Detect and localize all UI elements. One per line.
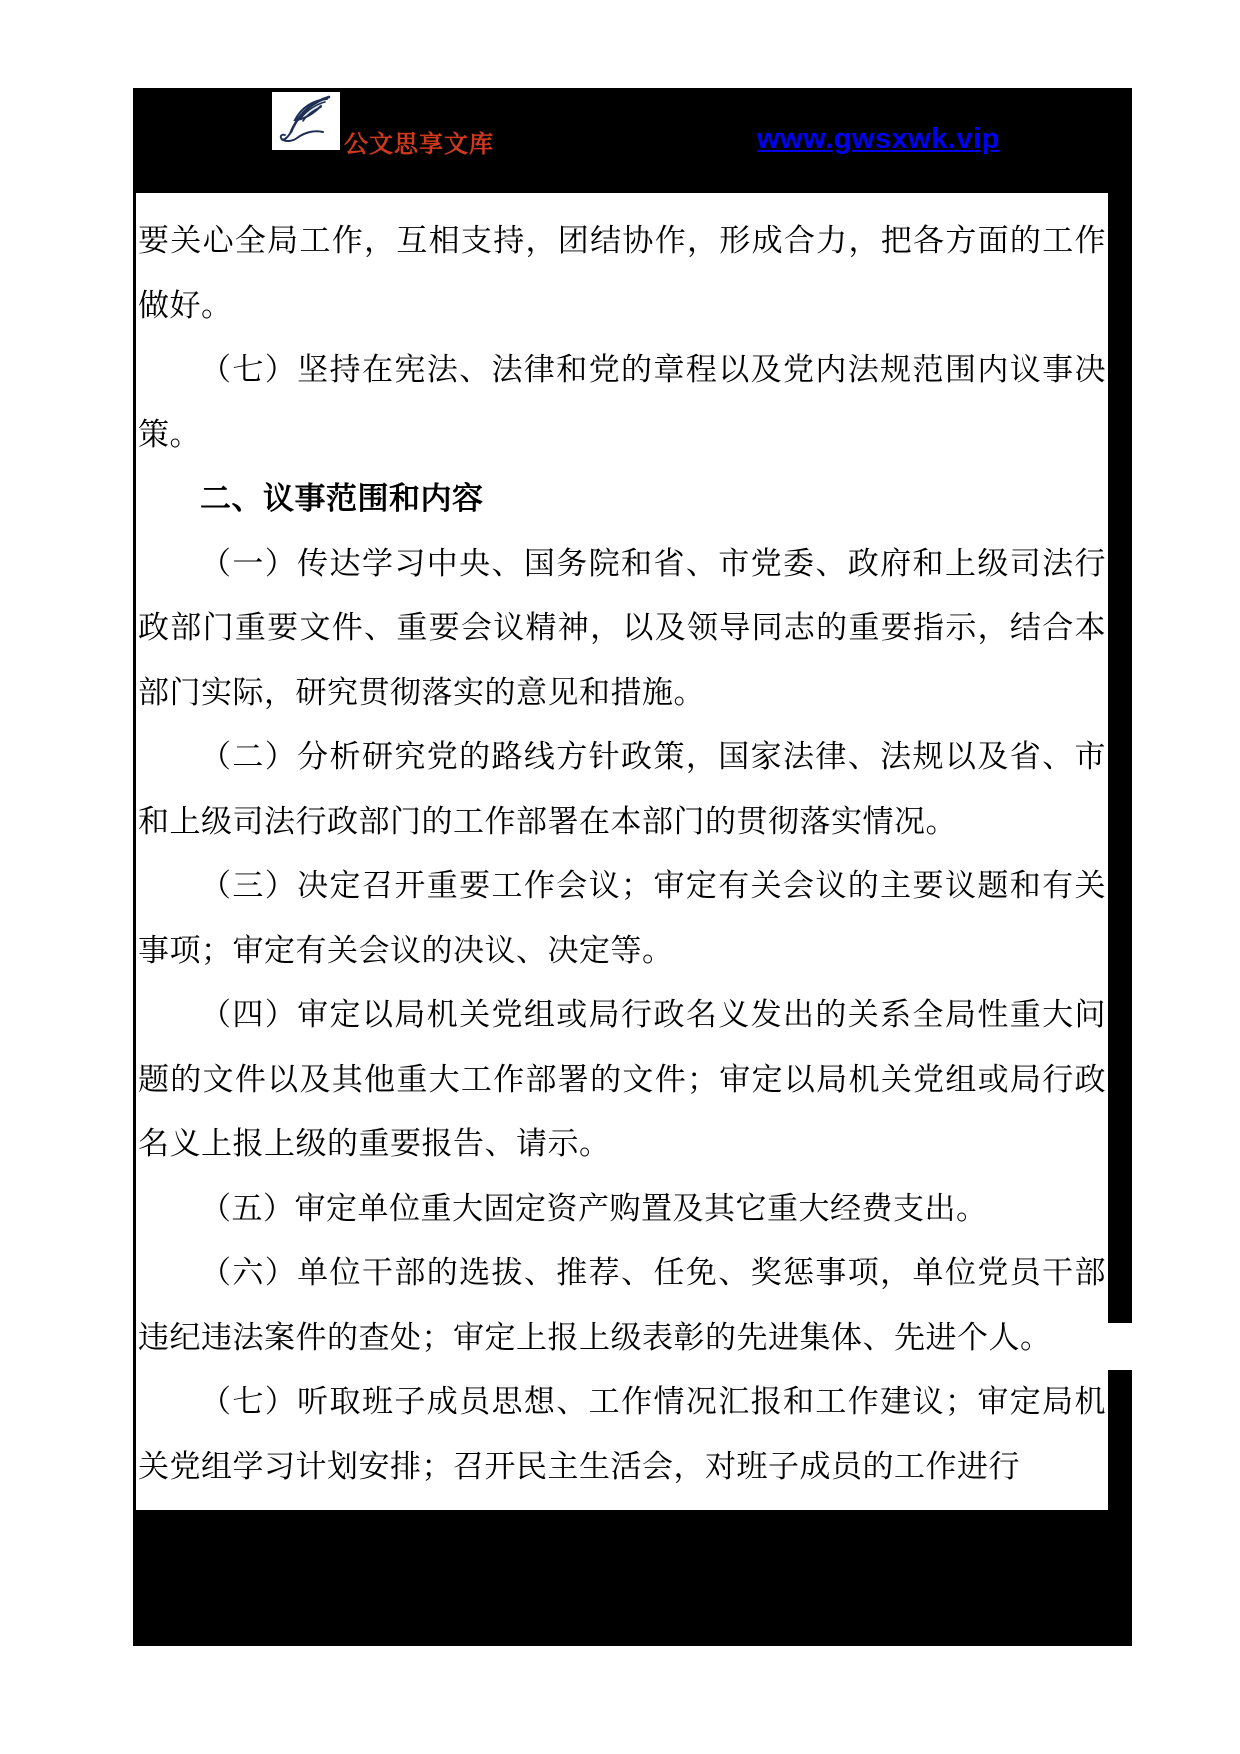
paragraph: （五）审定单位重大固定资产购置及其它重大经费支出。 xyxy=(200,1190,988,1226)
logo xyxy=(272,92,340,150)
paragraph: （七）坚持在宪法、法律和党的章程以及党内法规范围内议事决策。 xyxy=(138,352,1106,452)
quill-icon xyxy=(277,94,335,149)
paragraph: （一）传达学习中央、国务院和省、市党委、政府和上级司法行政部门重要文件、重要会议精神，以及领导同志的重要指示，结合本部门实际，研究贯彻落实的意见和措施。 xyxy=(138,545,1106,710)
document-body xyxy=(136,193,1108,1510)
document-sheet xyxy=(133,88,1132,1646)
paragraph: 要关心全局工作，互相支持，团结协作，形成合力，把各方面的工作做好。 xyxy=(138,223,1106,323)
brand-title: 公文思享文库 xyxy=(344,131,494,158)
paragraph: （二）分析研究党的路线方针政策，国家法律、法规以及省、市和上级司法行政部门的工作部署在本部门的贯彻落实情况。 xyxy=(138,739,1106,839)
paragraph: 二、议事范围和内容 xyxy=(200,481,484,516)
paragraph: （七）听取班子成员思想、工作情况汇报和工作建议；审定局机关党组学习计划安排；召开民主生活会，对班子成员的工作进行 xyxy=(138,1384,1106,1484)
paragraph: （三）决定召开重要工作会议；审定有关会议的主要议题和有关事项；审定有关会议的决议、决定等。 xyxy=(138,868,1106,968)
site-link[interactable]: www.gwsxwk.vip xyxy=(757,123,1000,155)
page-edge-notch xyxy=(1108,1323,1132,1370)
paragraph: （六）单位干部的选拔、推荐、任免、奖惩事项，单位党员干部违纪违法案件的查处；审定上报上级表彰的先进集体、先进个人。 xyxy=(138,1255,1106,1355)
paragraph: （四）审定以局机关党组或局行政名义发出的关系全局性重大问题的文件以及其他重大工作部署的文件；审定以局机关党组或局行政名义上报上级的重要报告、请示。 xyxy=(138,997,1106,1161)
